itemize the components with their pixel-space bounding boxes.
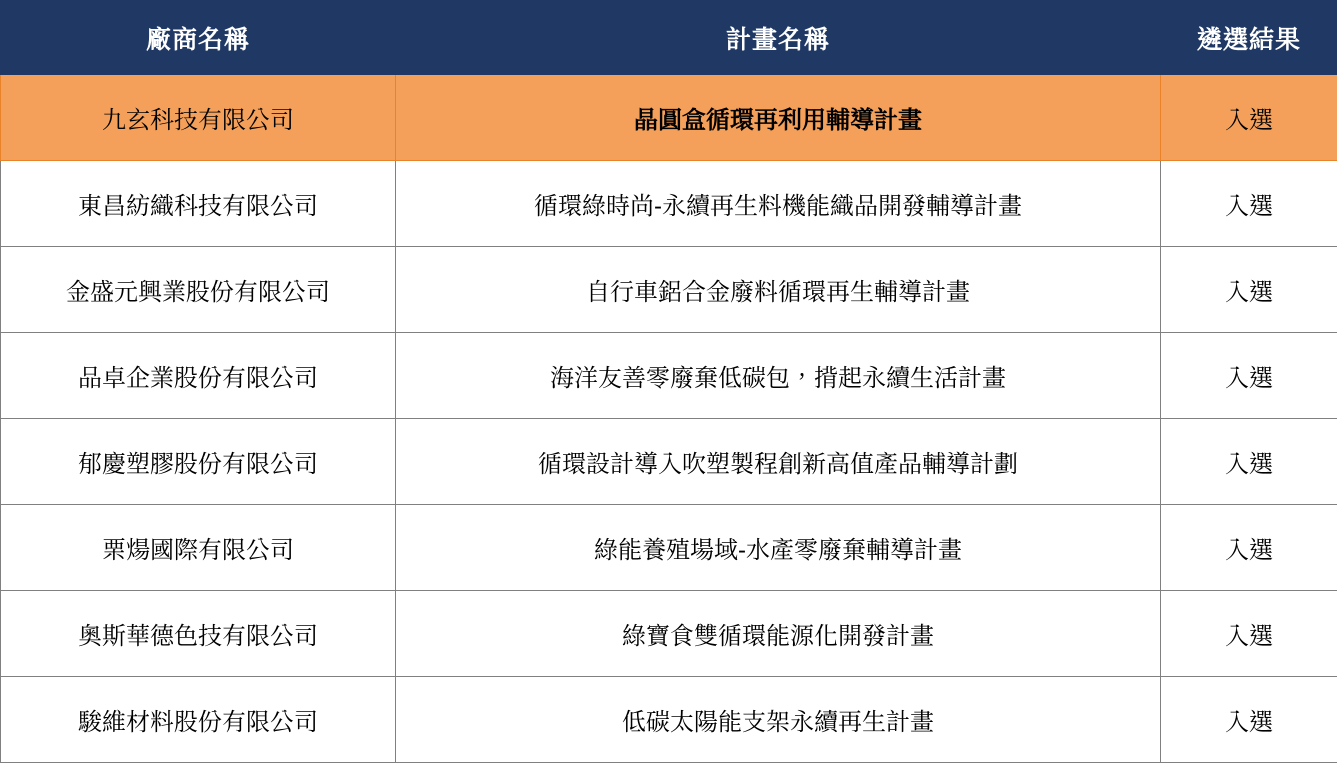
cell-result: 入選: [1161, 333, 1337, 419]
cell-vendor: 金盛元興業股份有限公司: [1, 247, 396, 333]
table-row: [1, 161, 1337, 247]
column-header-vendor: 廠商名稱: [1, 1, 396, 75]
cell-vendor: 九玄科技有限公司: [1, 75, 396, 161]
cell-project: 晶圓盒循環再利用輔導計畫: [396, 75, 1161, 161]
cell-project: 自行車鋁合金廢料循環再生輔導計畫: [396, 247, 1161, 333]
table-row: [1, 333, 1337, 419]
table-header-row: [1, 1, 1337, 75]
cell-project: 海洋友善零廢棄低碳包，揹起永續生活計畫: [396, 333, 1161, 419]
cell-vendor: 品卓企業股份有限公司: [1, 333, 396, 419]
cell-project: 綠寶食雙循環能源化開發計畫: [396, 591, 1161, 677]
column-header-result: 遴選結果: [1161, 1, 1337, 75]
table-body: [1, 75, 1337, 763]
cell-result: 入選: [1161, 247, 1337, 333]
cell-result: 入選: [1161, 505, 1337, 591]
cell-vendor: 東昌紡織科技有限公司: [1, 161, 396, 247]
table-row: [1, 247, 1337, 333]
table-row: [1, 591, 1337, 677]
cell-project: 綠能養殖場域-水產零廢棄輔導計畫: [396, 505, 1161, 591]
table-row: [1, 75, 1337, 161]
table-header: [1, 1, 1337, 75]
table-row: [1, 505, 1337, 591]
cell-project: 低碳太陽能支架永續再生計畫: [396, 677, 1161, 763]
cell-result: 入選: [1161, 677, 1337, 763]
cell-result: 入選: [1161, 591, 1337, 677]
cell-vendor: 駿維材料股份有限公司: [1, 677, 396, 763]
table-row: [1, 419, 1337, 505]
cell-project: 循環綠時尚-永續再生料機能織品開發輔導計畫: [396, 161, 1161, 247]
table-row: [1, 677, 1337, 763]
cell-project: 循環設計導入吹塑製程創新高值產品輔導計劃: [396, 419, 1161, 505]
cell-result: 入選: [1161, 75, 1337, 161]
cell-vendor: 栗煬國際有限公司: [1, 505, 396, 591]
column-header-project: 計畫名稱: [396, 1, 1161, 75]
cell-vendor: 奧斯華德色技有限公司: [1, 591, 396, 677]
cell-result: 入選: [1161, 419, 1337, 505]
cell-vendor: 郁慶塑膠股份有限公司: [1, 419, 396, 505]
cell-result: 入選: [1161, 161, 1337, 247]
